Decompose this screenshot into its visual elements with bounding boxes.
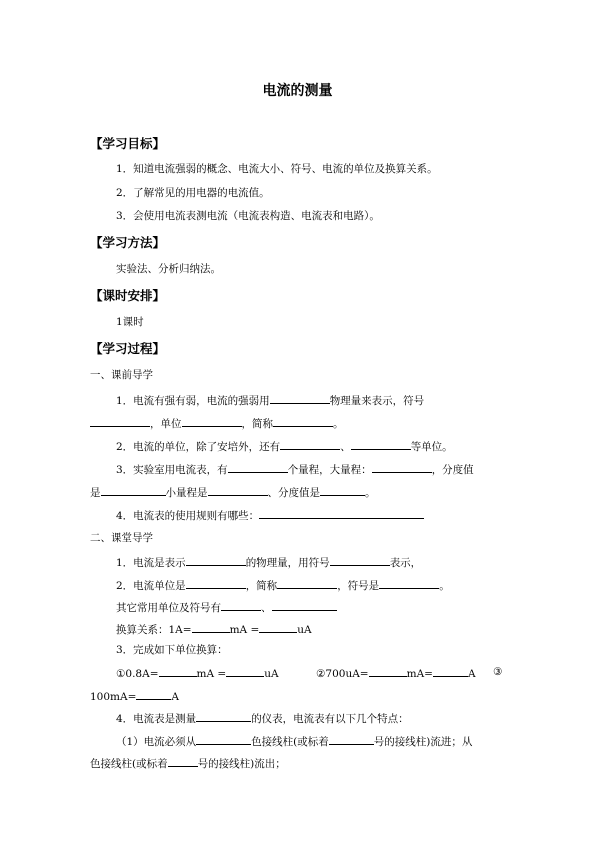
blank[interactable] (208, 484, 268, 496)
blank[interactable] (192, 621, 230, 633)
pre-q3-line2: 是 小量程是 、分度值是 。 (90, 484, 376, 500)
in-q3-conv-2: ②700uA= mA= A (316, 665, 476, 681)
heading-method: 【学习方法】 (90, 235, 166, 250)
blank[interactable] (272, 599, 337, 611)
in-q3-conv-3: 100mA= A (90, 688, 179, 704)
blank[interactable] (182, 415, 242, 427)
blank[interactable] (136, 688, 171, 700)
schedule-text: 1课时 (116, 316, 144, 328)
blank[interactable] (90, 415, 150, 427)
blank[interactable] (379, 577, 439, 589)
goal-item-2: 2．了解常见的用电器的电流值。 (116, 187, 270, 199)
blank[interactable] (280, 438, 340, 450)
blank[interactable] (273, 415, 333, 427)
in-q1: 1．电流是表示 的物理量，用符号 表示， (116, 554, 421, 570)
blank[interactable] (168, 755, 198, 767)
blank[interactable] (351, 438, 411, 450)
in-q4-1-line2: 色接线柱(或标着 号的接线柱)流出； (90, 755, 286, 771)
in-q4-1-line1: （1）电流必须从 色接线柱(或标着 号的接线柱)流进；从 (116, 733, 472, 749)
page-title: 电流的测量 (262, 83, 333, 99)
in-q3-title: 3．完成如下单位换算： (116, 644, 228, 656)
in-q4: 4．电流表是测量 的仪表，电流表有以下几个特点： (116, 710, 409, 726)
blank[interactable] (330, 554, 390, 566)
blank[interactable] (433, 665, 468, 677)
blank[interactable] (320, 484, 365, 496)
pre-q1-line1: 1．电流有强有弱，电流的强弱用 物理量来表示，符号 (116, 392, 424, 408)
pre-q2: 2．电流的单位，除了安培外，还有 、 等单位。 (116, 438, 453, 454)
blank[interactable] (329, 733, 374, 745)
blank[interactable] (196, 710, 251, 722)
section-in-class: 二、课堂导学 (90, 532, 153, 544)
blank[interactable] (369, 665, 407, 677)
blank[interactable] (196, 733, 251, 745)
in-q2-line1: 2．电流单位是 ，简称 ，符号是 。 (116, 577, 450, 593)
blank[interactable] (221, 599, 261, 611)
blank[interactable] (259, 621, 297, 633)
pre-q4: 4．电流表的使用规则有哪些： (116, 507, 424, 523)
section-pre-class: 一、课前导学 (90, 369, 153, 381)
blank[interactable] (270, 392, 330, 404)
blank[interactable] (259, 507, 424, 519)
goal-item-1: 1．知道电流强弱的概念、电流大小、符号、电流的单位及换算关系。 (116, 163, 438, 175)
in-q2-line3: 换算关系：1A= mA = uA (116, 621, 312, 637)
heading-schedule: 【课时安排】 (90, 288, 166, 303)
blank[interactable] (372, 461, 432, 473)
in-q3-conv-3-marker: ③ (493, 666, 503, 678)
in-q2-line2: 其它常用单位及符号有 、 (116, 599, 337, 615)
blank[interactable] (228, 461, 288, 473)
blank[interactable] (159, 665, 197, 677)
blank[interactable] (101, 484, 166, 496)
heading-process: 【学习过程】 (90, 341, 166, 356)
goal-item-3: 3．会使用电流表测电流（电流表构造、电流表和电路）。 (116, 210, 380, 222)
blank[interactable] (226, 665, 264, 677)
blank[interactable] (277, 577, 337, 589)
blank[interactable] (186, 554, 246, 566)
blank[interactable] (186, 577, 246, 589)
heading-goal: 【学习目标】 (90, 136, 166, 151)
method-text: 实验法、分析归纳法。 (116, 263, 221, 275)
pre-q1-line2: ，单位 ，简称 。 (90, 415, 344, 431)
in-q3-conv-1: ①0.8A= mA = uA (116, 665, 279, 681)
pre-q3-line1: 3．实验室用电流表，有 个量程，大量程： ，分度值 (116, 461, 474, 477)
